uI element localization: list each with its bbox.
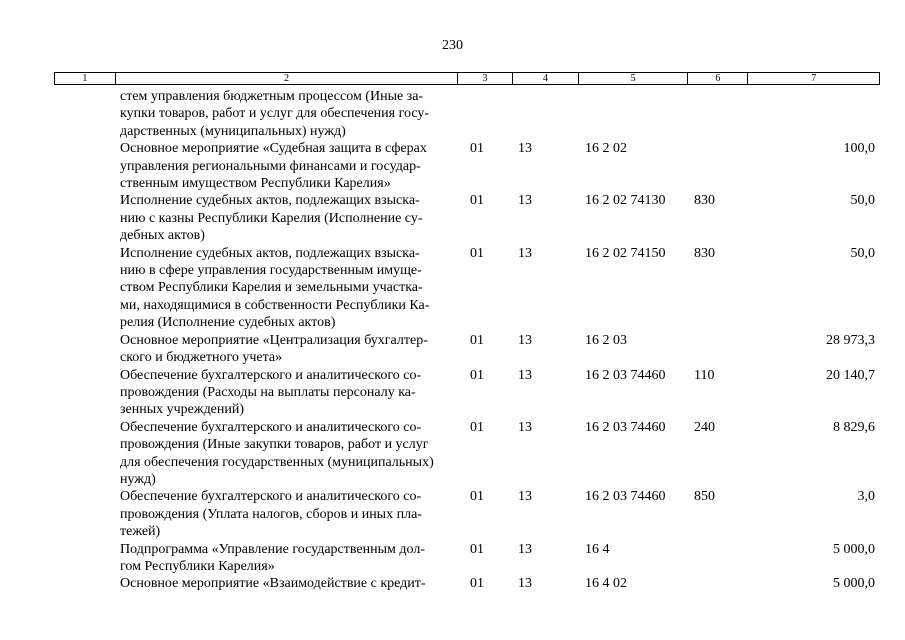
table-body bbox=[54, 88, 880, 593]
table-row bbox=[54, 88, 880, 140]
column-header-4: 4 bbox=[513, 73, 579, 84]
row-name-line: тежей) bbox=[120, 524, 161, 540]
expense-type-code: 830 bbox=[694, 245, 715, 261]
expense-type-code bbox=[689, 541, 749, 576]
row-name-line: Исполнение судебных актов, подлежащих взыска- bbox=[120, 193, 420, 209]
expense-type-code bbox=[689, 88, 749, 140]
amount: 50,0 bbox=[850, 245, 875, 261]
expense-type-code: 830 bbox=[694, 193, 715, 209]
amount: 5 000,0 bbox=[833, 541, 875, 557]
row-name-line: Обеспечение бухгалтерского и аналитического со- bbox=[120, 489, 422, 505]
amount: 28 973,3 bbox=[826, 332, 875, 348]
subsection-code: 13 bbox=[518, 367, 532, 383]
section-code: 01 bbox=[470, 193, 484, 209]
row-name bbox=[115, 419, 458, 489]
subsection-code: 13 bbox=[518, 576, 532, 592]
table-row bbox=[54, 419, 880, 489]
row-name-line: управления региональными финансами и государ- bbox=[120, 158, 421, 174]
subsection-code: 13 bbox=[518, 245, 532, 261]
expense-type-code: 240 bbox=[694, 419, 715, 435]
column-header-6: 6 bbox=[688, 73, 748, 84]
subsection-code: 13 bbox=[518, 332, 532, 348]
section-code: 01 bbox=[470, 245, 484, 261]
amount: 8 829,6 bbox=[833, 419, 875, 435]
target-article-code: 16 4 bbox=[585, 541, 610, 557]
subsection-code: 13 bbox=[518, 141, 532, 157]
section-code: 01 bbox=[470, 576, 484, 592]
section-code: 01 bbox=[470, 141, 484, 157]
row-name-line: ского и бюджетного учета» bbox=[120, 350, 283, 366]
row-name bbox=[115, 88, 458, 140]
row-name-line: нию с казны Республики Карелия (Исполнение су- bbox=[120, 210, 423, 226]
section-code: 01 bbox=[470, 367, 484, 383]
target-article-code bbox=[579, 88, 689, 140]
column-header-3: 3 bbox=[458, 73, 513, 84]
row-name-line: ми, находящимися в собственности Республики Ка- bbox=[120, 297, 430, 313]
table-header bbox=[54, 72, 880, 85]
row-name bbox=[115, 332, 458, 367]
row-name-line: провождения (Иные закупки товаров, работ и услуг bbox=[120, 437, 429, 453]
table-row bbox=[54, 332, 880, 367]
row-name bbox=[115, 140, 458, 192]
row-name bbox=[115, 367, 458, 419]
target-article-code: 16 2 02 74150 bbox=[585, 245, 666, 261]
subsection-code bbox=[513, 88, 579, 140]
row-name-line: стем управления бюджетным процессом (Иные за- bbox=[120, 89, 424, 104]
subsection-code: 13 bbox=[518, 419, 532, 435]
column-header-5: 5 bbox=[579, 73, 689, 84]
row-name-line: провождения (Расходы на выплаты персоналу ка- bbox=[120, 384, 416, 400]
row-name-line: провождения (Уплата налогов, сборов и иных пла- bbox=[120, 506, 422, 522]
expense-type-code bbox=[689, 140, 749, 192]
subsection-code: 13 bbox=[518, 193, 532, 209]
expense-type-code bbox=[689, 332, 749, 367]
target-article-code: 16 2 02 74130 bbox=[585, 193, 666, 209]
amount: 3,0 bbox=[857, 489, 875, 505]
row-name bbox=[115, 541, 458, 576]
column-header-1: 1 bbox=[55, 73, 116, 84]
row-name-line: релия (Исполнение судебных актов) bbox=[120, 315, 336, 331]
expense-type-code: 850 bbox=[694, 489, 715, 505]
amount bbox=[749, 88, 880, 140]
row-name bbox=[115, 245, 458, 332]
row-name bbox=[115, 488, 458, 540]
column-header-7: 7 bbox=[811, 73, 817, 84]
table-row bbox=[54, 488, 880, 540]
row-name-line: Исполнение судебных актов, подлежащих взыска- bbox=[120, 245, 420, 261]
table-row bbox=[54, 140, 880, 192]
table-row bbox=[54, 575, 880, 592]
expense-type-code: 110 bbox=[694, 367, 715, 383]
table-row bbox=[54, 541, 880, 576]
section-code: 01 bbox=[470, 541, 484, 557]
column-header-2: 2 bbox=[116, 73, 458, 84]
amount: 20 140,7 bbox=[826, 367, 875, 383]
row-name-line: дебных актов) bbox=[120, 228, 205, 244]
target-article-code: 16 2 02 bbox=[585, 141, 627, 157]
amount: 50,0 bbox=[850, 193, 875, 209]
section-code: 01 bbox=[470, 332, 484, 348]
subsection-code: 13 bbox=[518, 541, 532, 557]
row-name-line: Обеспечение бухгалтерского и аналитического со- bbox=[120, 419, 422, 435]
row-name-line: для обеспечения государственных (муниципальных) bbox=[120, 454, 434, 470]
row-name bbox=[115, 192, 458, 244]
target-article-code: 16 2 03 bbox=[585, 332, 627, 348]
subsection-code: 13 bbox=[518, 489, 532, 505]
target-article-code: 16 2 03 74460 bbox=[585, 367, 666, 383]
target-article-code: 16 2 03 74460 bbox=[585, 489, 666, 505]
target-article-code: 16 2 03 74460 bbox=[585, 419, 666, 435]
section-code: 01 bbox=[470, 489, 484, 505]
row-name bbox=[115, 575, 458, 592]
row-name-line: гом Республики Карелия» bbox=[120, 558, 275, 574]
row-name-line: ством Республики Карелия и земельными участка- bbox=[120, 280, 423, 296]
target-article-code: 16 4 02 bbox=[585, 576, 627, 592]
table-row bbox=[54, 245, 880, 332]
expense-type-code bbox=[689, 575, 749, 592]
section-code bbox=[458, 88, 513, 140]
row-name-line: нию в сфере управления государственным имуще- bbox=[120, 263, 422, 279]
row-name-line: Основное мероприятие «Судебная защита в сферах bbox=[120, 141, 427, 157]
row-name-line: Основное мероприятие «Централизация бухгалтер- bbox=[120, 332, 428, 348]
section-code: 01 bbox=[470, 419, 484, 435]
row-name-line: Обеспечение бухгалтерского и аналитического со- bbox=[120, 367, 422, 383]
amount: 100,0 bbox=[843, 141, 875, 157]
table-row bbox=[54, 367, 880, 419]
row-name-line: зенных учреждений) bbox=[120, 402, 245, 418]
page-number: 230 bbox=[442, 38, 463, 53]
row-name-line: Подпрограмма «Управление государственным дол- bbox=[120, 541, 425, 557]
row-name-line: дарственных (муниципальных) нужд) bbox=[120, 123, 346, 139]
amount: 5 000,0 bbox=[833, 576, 875, 592]
row-name-line: нужд) bbox=[120, 471, 156, 487]
row-name-line: Основное мероприятие «Взаимодействие с кредит- bbox=[120, 576, 426, 592]
row-name-line: ственным имуществом Республики Карелия» bbox=[120, 176, 391, 192]
table-row bbox=[54, 192, 880, 244]
row-name-line: купки товаров, работ и услуг для обеспечения госу- bbox=[120, 106, 430, 122]
